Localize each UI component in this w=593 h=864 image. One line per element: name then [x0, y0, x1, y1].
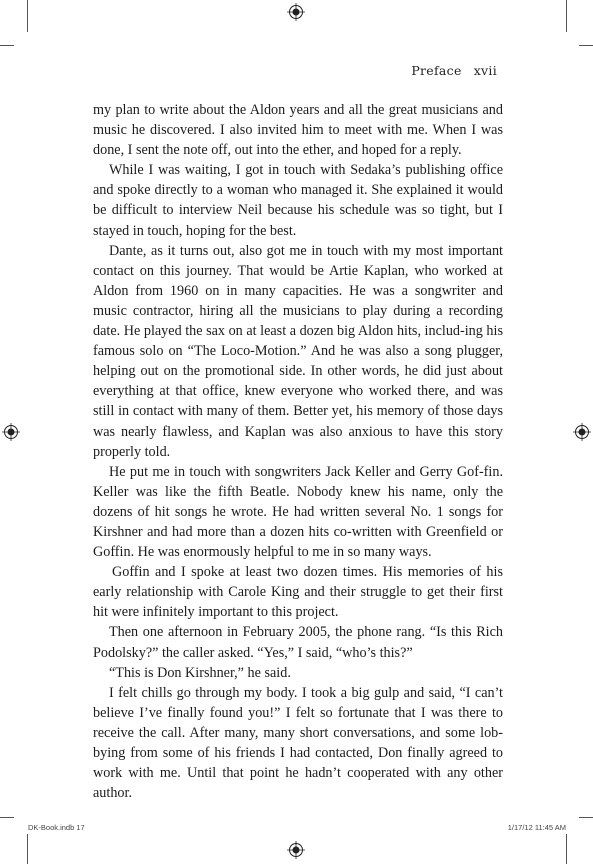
registration-mark-icon — [2, 423, 20, 441]
crop-mark-top-left-vertical — [27, 0, 28, 32]
paragraph: I felt chills go through my body. I took a big gulp and said, “I can’t believe I’ve finally found you!” I felt so fortunate that I was there to receive the call. After many, many short conversations, and some lob-bying from some of his friends I had contacted, Don finally agreed to work with me. Until that point he hadn’t cooperated with any other author. — [93, 684, 503, 802]
crop-mark-bottom-left-horizontal — [0, 817, 14, 818]
registration-mark-icon — [573, 423, 591, 441]
paragraph: Then one afternoon in February 2005, the phone rang. “Is this Rich Podolsky?” the caller asked. “Yes,” I said, “who’s this?” — [93, 624, 503, 661]
crop-mark-top-right-horizontal — [579, 45, 593, 46]
running-head-title: Preface — [411, 63, 462, 78]
registration-mark-icon — [287, 841, 305, 859]
page-number: xvii — [473, 63, 497, 78]
body-text — [93, 100, 503, 803]
slug-timestamp: 1/17/12 11:45 AM — [507, 823, 566, 832]
crop-mark-top-right-vertical — [566, 0, 567, 32]
paragraph: He put me in touch with songwriters Jack Keller and Gerry Gof-fin. Keller was like the fifth Beatle. Nobody knew his name, only the dozens of hit songs he wrote. He had written several No. 1 songs for Kirshner and had more than a dozen hits co-written with Greenfield or Goffin. He was enormously helpful to me in so many ways. — [93, 463, 503, 561]
paragraph: Dante, as it turns out, also got me in touch with my most important contact on this journey. That would be Artie Kaplan, who worked at Aldon from 1960 on in many capacities. He was a songwriter and music contractor, hiring all the musicians to play during a recording date. He played the sax on at least a dozen big Aldon hits, includ-ing his famous solo on “The Loco-Motion.” And he was also a song plugger, helping out on the promotional side. In other words, he did just about everything at that office, knew everyone who worked there, and was still in contact with many of them. Better yet, his memory of those days was nearly flawless, and Kaplan was also anxious to have this story properly told. — [93, 242, 503, 460]
slug-filename: DK-Book.indb 17 — [28, 823, 85, 832]
paragraph: my plan to write about the Aldon years and all the great musicians and music he discovered. I also invited him to meet with me. When I was done, I sent the note off, out into the ether, and hoped for a reply. — [93, 102, 503, 159]
crop-mark-bottom-right-horizontal — [579, 817, 593, 818]
crop-mark-bottom-left-vertical — [27, 834, 28, 864]
crop-mark-bottom-right-vertical — [566, 834, 567, 864]
paragraph: “This is Don Kirshner,” he said. — [109, 664, 291, 681]
running-head — [411, 63, 497, 78]
paragraph: While I was waiting, I got in touch with Sedaka’s publishing office and spoke directly to a woman who managed it. She explained it would be difficult to interview Neil because his schedule was so tight, but I stayed in touch, hoping for the best. — [93, 162, 503, 239]
crop-mark-top-left-horizontal — [0, 45, 14, 46]
registration-mark-icon — [287, 3, 305, 21]
paragraph: Goffin and I spoke at least two dozen times. His memories of his early relationship with Carole King and their struggle to get their first hit were infinitely important to this project. — [93, 564, 503, 621]
